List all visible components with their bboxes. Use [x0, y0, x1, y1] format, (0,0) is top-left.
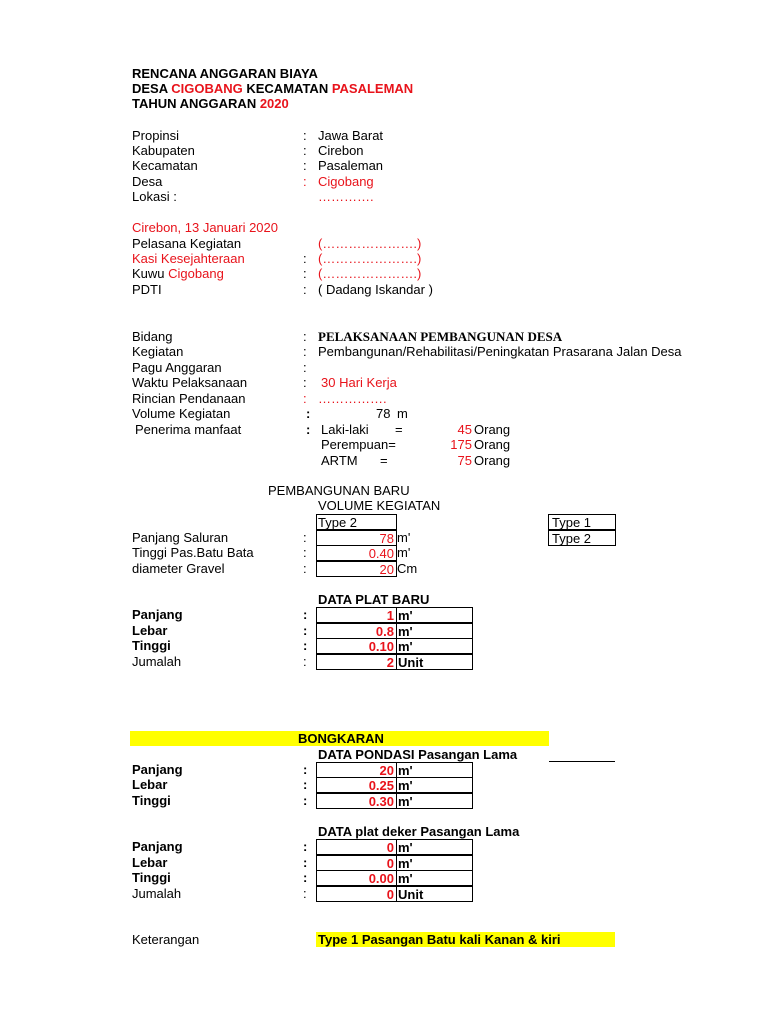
title-line-2: DESA CIGOBANG KECAMATAN PASALEMAN — [132, 81, 414, 96]
colon: : — [303, 607, 308, 622]
pondasi-tinggi-input[interactable] — [316, 793, 397, 809]
plat-lebar-input[interactable] — [316, 623, 397, 639]
deker-lebar-input[interactable] — [316, 855, 397, 871]
colon: : — [303, 266, 307, 281]
divider — [549, 761, 615, 762]
plat-jumalah-unit: Unit — [398, 655, 424, 670]
plat-jumalah-input[interactable] — [316, 654, 397, 670]
pondasi-tinggi-label: Tinggi — [132, 793, 171, 808]
deker-tinggi-unit: m' — [398, 871, 413, 886]
deker-lebar-unit: m' — [398, 856, 413, 871]
kegiatan-label: Kegiatan — [132, 344, 184, 359]
waktu-label: Waktu Pelaksanaan — [132, 375, 248, 390]
rincian-value: ……………. — [318, 391, 387, 406]
colon: : — [303, 282, 307, 297]
pdti-value: ( Dadang Iskandar ) — [318, 282, 433, 297]
colon: : — [306, 406, 311, 421]
pelaksana-value: (………………….) — [318, 236, 422, 251]
deker-jumalah-label: Jumalah — [132, 886, 182, 901]
colon: : — [303, 530, 307, 545]
colon: : — [303, 344, 307, 359]
pondasi-lebar-unit-cell — [396, 777, 473, 793]
deker-tinggi-unit-cell — [396, 870, 473, 886]
deker-title: DATA plat deker Pasangan Lama — [318, 824, 520, 839]
colon: : — [303, 623, 308, 638]
keterangan-value: Type 1 Pasangan Batu kali Kanan & kiri — [318, 932, 561, 947]
propinsi-label: Propinsi — [132, 128, 179, 143]
artm-label: ARTM — [321, 453, 358, 468]
title-line-3: TAHUN ANGGARAN 2020 — [132, 96, 289, 111]
colon: : — [303, 855, 308, 870]
colon: : — [303, 870, 308, 885]
penerima-label: Penerima manfaat — [135, 422, 242, 437]
plat-lebar-label: Lebar — [132, 623, 168, 638]
deker-panjang-unit: m' — [398, 840, 413, 855]
kasi-value: (………………….) — [318, 251, 422, 266]
plat-panjang-value: 1 — [386, 608, 394, 623]
kegiatan-value: Pembangunan/Rehabilitasi/Peningkatan Prasarana Jalan Desa — [318, 344, 682, 359]
perempuan-value: 175 — [450, 437, 472, 452]
volume-unit: m — [397, 406, 408, 421]
lokasi-label: Lokasi : — [132, 189, 177, 204]
bidang-value: PELAKSANAAN PEMBANGUNAN DESA — [318, 329, 563, 344]
desa-value: Cigobang — [318, 174, 374, 189]
colon: : — [303, 375, 307, 390]
keterangan-label: Keterangan — [132, 932, 200, 947]
deker-panjang-label: Panjang — [132, 839, 183, 854]
kabupaten-value: Cirebon — [318, 143, 364, 158]
artm-value: 75 — [457, 453, 472, 468]
perempuan-unit: Orang — [474, 437, 511, 452]
colon: : — [303, 545, 307, 560]
colon: : — [303, 793, 308, 808]
pondasi-lebar-value: 0.25 — [368, 778, 394, 793]
colon: : — [306, 422, 311, 437]
type-option-2-label: Type 2 — [552, 531, 592, 546]
diameter-gravel-input[interactable] — [316, 561, 397, 577]
colon: : — [303, 762, 308, 777]
plat-lebar-value: 0.8 — [375, 624, 394, 639]
bidang-label: Bidang — [132, 329, 173, 344]
diameter-gravel-value: 20 — [379, 562, 394, 577]
plat-lebar-unit: m' — [398, 624, 413, 639]
tinggi-batu-unit: m' — [397, 545, 411, 560]
plat-panjang-input[interactable] — [316, 607, 397, 623]
colon: : — [303, 143, 307, 158]
type-option-1-label: Type 1 — [552, 515, 592, 530]
deker-tinggi-value: 0.00 — [368, 871, 394, 886]
colon: : — [303, 251, 307, 266]
pondasi-panjang-label: Panjang — [132, 762, 183, 777]
place-date: Cirebon, 13 Januari 2020 — [132, 220, 278, 235]
kuwu-value: (………………….) — [318, 266, 422, 281]
volume-label: Volume Kegiatan — [132, 406, 231, 421]
pondasi-title: DATA PONDASI Pasangan Lama — [318, 747, 518, 762]
plat-jumalah-value: 2 — [386, 655, 394, 670]
desa-label: Desa — [132, 174, 163, 189]
deker-tinggi-label: Tinggi — [132, 870, 171, 885]
laki-label: Laki-laki — [321, 422, 369, 437]
plat-jumalah-unit-cell — [396, 654, 473, 670]
deker-jumalah-unit-cell — [396, 886, 473, 902]
kasi-label: Kasi Kesejahteraan — [132, 251, 245, 266]
volume-value: 78 — [376, 406, 391, 421]
artm-eq: = — [380, 453, 388, 468]
deker-lebar-unit-cell — [396, 855, 473, 871]
colon: : — [303, 886, 307, 901]
colon: : — [303, 128, 307, 143]
pondasi-panjang-value: 20 — [379, 763, 394, 778]
colon: : — [303, 561, 307, 576]
artm-unit: Orang — [474, 453, 511, 468]
colon: : — [303, 391, 307, 406]
tinggi-batu-value: 0.40 — [368, 546, 394, 561]
deker-lebar-value: 0 — [386, 856, 394, 871]
deker-jumalah-input[interactable] — [316, 886, 397, 902]
colon: : — [303, 777, 308, 792]
plat-panjang-unit: m' — [398, 608, 413, 623]
pondasi-lebar-label: Lebar — [132, 777, 168, 792]
propinsi-value: Jawa Barat — [318, 128, 384, 143]
plat-panjang-label: Panjang — [132, 607, 183, 622]
diameter-gravel-label: diameter Gravel — [132, 561, 225, 576]
colon: : — [303, 654, 307, 669]
plat-tinggi-input[interactable] — [316, 638, 397, 654]
perempuan-label: Perempuan= — [321, 437, 396, 452]
kuwu-label: Kuwu Cigobang — [132, 266, 224, 281]
waktu-value: 30 Hari Kerja — [321, 375, 397, 390]
pagu-label: Pagu Anggaran — [132, 360, 222, 375]
tinggi-batu-label: Tinggi Pas.Batu Bata — [132, 545, 254, 560]
colon: : — [303, 329, 307, 344]
plat-tinggi-label: Tinggi — [132, 638, 171, 653]
colon: : — [303, 839, 308, 854]
colon: : — [303, 638, 308, 653]
pelaksana-label: Pelasana Kegiatan — [132, 236, 242, 251]
deker-tinggi-input[interactable] — [316, 870, 397, 886]
rincian-label: Rincian Pendanaan — [132, 391, 246, 406]
deker-panjang-value: 0 — [386, 840, 394, 855]
deker-lebar-label: Lebar — [132, 855, 168, 870]
type-option-1[interactable] — [548, 514, 616, 530]
pondasi-panjang-unit: m' — [398, 763, 413, 778]
plat-tinggi-value: 0.10 — [368, 639, 394, 654]
bongkaran-title: BONGKARAN — [298, 731, 384, 746]
laki-unit: Orang — [474, 422, 511, 437]
type-select-value: Type 2 — [318, 515, 358, 530]
plat-baru-title: DATA PLAT BARU — [318, 592, 430, 607]
type-select[interactable] — [316, 514, 397, 530]
pondasi-lebar-unit: m' — [398, 778, 413, 793]
colon: : — [303, 158, 307, 173]
pondasi-panjang-unit-cell — [396, 762, 473, 778]
lokasi-value: …………. — [318, 189, 374, 204]
type-option-2[interactable] — [548, 530, 616, 546]
kabupaten-label: Kabupaten — [132, 143, 195, 158]
pembangunan-title: PEMBANGUNAN BARU — [268, 483, 410, 498]
panjang-saluran-input[interactable] — [316, 530, 397, 546]
plat-panjang-unit-cell — [396, 607, 473, 623]
pondasi-tinggi-unit: m' — [398, 794, 413, 809]
colon: : — [303, 360, 307, 375]
pondasi-panjang-input[interactable] — [316, 762, 397, 778]
kecamatan-label: Kecamatan — [132, 158, 198, 173]
deker-panjang-input[interactable] — [316, 839, 397, 855]
deker-panjang-unit-cell — [396, 839, 473, 855]
kecamatan-value: Pasaleman — [318, 158, 384, 173]
pondasi-lebar-input[interactable] — [316, 777, 397, 793]
plat-tinggi-unit: m' — [398, 639, 413, 654]
laki-eq: = — [395, 422, 403, 437]
diameter-gravel-unit: Cm — [397, 561, 418, 576]
panjang-saluran-unit: m' — [397, 530, 411, 545]
laki-value: 45 — [457, 422, 472, 437]
deker-jumalah-unit: Unit — [398, 887, 424, 902]
pondasi-tinggi-value: 0.30 — [368, 794, 394, 809]
plat-jumalah-label: Jumalah — [132, 654, 182, 669]
deker-jumalah-value: 0 — [386, 887, 394, 902]
plat-tinggi-unit-cell — [396, 638, 473, 654]
pembangunan-subtitle: VOLUME KEGIATAN — [318, 498, 441, 513]
pdti-label: PDTI — [132, 282, 162, 297]
colon: : — [303, 174, 307, 189]
panjang-saluran-label: Panjang Saluran — [132, 530, 229, 545]
title-line-1: RENCANA ANGGARAN BIAYA — [132, 66, 318, 81]
pondasi-tinggi-unit-cell — [396, 793, 473, 809]
panjang-saluran-value: 78 — [379, 531, 394, 546]
plat-lebar-unit-cell — [396, 623, 473, 639]
tinggi-batu-input[interactable] — [316, 545, 397, 561]
